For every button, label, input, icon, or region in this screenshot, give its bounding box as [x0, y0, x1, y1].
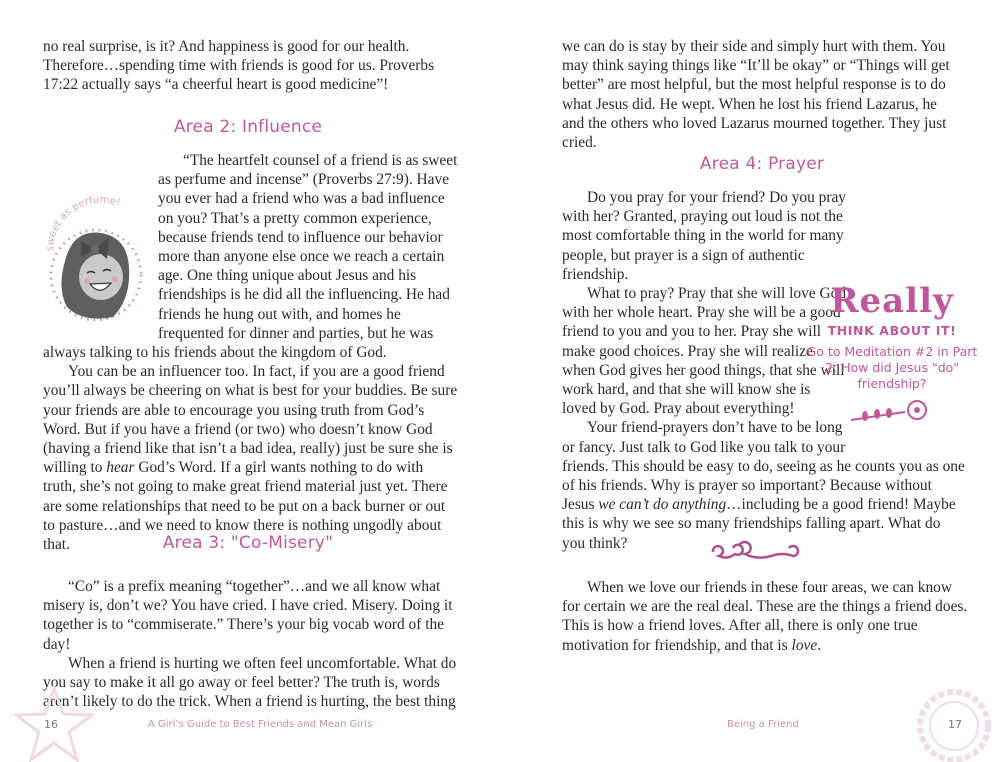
heading-area-2: Area 2: Influence — [173, 117, 323, 137]
co-misery-section — [43, 577, 463, 711]
heading-area-3: Area 3: "Co-Misery" — [162, 533, 334, 553]
callout-subtitle: THINK ABOUT IT! — [827, 323, 957, 338]
paragraph — [562, 578, 972, 655]
continued-paragraph — [562, 37, 962, 152]
badge-caption: sweet as perfume! — [44, 194, 122, 252]
running-footer: Being a Friend — [727, 719, 799, 730]
paragraph: “Co” is a prefix meaning “together”…and we all know what misery is, don’t we? You have cried. I have cried. Misery. Doing it together is to “commiserate.” There’s your big vocab word of the day! — [43, 578, 453, 653]
page-number: 17 — [948, 718, 962, 731]
text-span: You can be an influencer too. In fact, if you are a good friend you’ll always be cheering on what is best for your buddies. Be sure your friends are able to encourage you using truth from God’s Word. But if you have a friend (or two) who doesn’t know God (having a friend like that isn’t a bad idea, really) just be sure she is willing to — [43, 363, 458, 477]
text-span: …including be a good friend! Maybe this is why we see so many friendships falling apart. What do you think? — [562, 496, 956, 552]
callout-title: Really — [830, 281, 954, 321]
paragraph: no real surprise, is it? And happiness is good for our health. Therefore…spending time with friends is good for us. Proverbs 17:22 actually says “a cheerful heart is good medicine”! — [43, 38, 435, 94]
influence-section — [43, 151, 458, 554]
girl-portrait-icon — [43, 189, 158, 341]
page-number: 16 — [44, 718, 58, 731]
think-about-it-callout — [802, 283, 982, 432]
paragraph — [43, 362, 458, 554]
text-span: God’s Word. If a girl wants nothing to do with truth, she’s not going to make great friend material just yet. There are some relationships that need to be put on a back burner or out to pasture…and we need to know there is nothing ungodly about that. — [43, 459, 448, 554]
badge-illustration — [43, 189, 158, 341]
running-footer: A Girl’s Guide to Best Friends and Mean Girls — [148, 719, 373, 730]
paragraph: What to pray? Pray that she will love God with her whole heart. Pray she will be a good friend to you and you to her. Pray she will make good choices. Pray she will realize when God gives her good things, that she will work hard, and that she will know she is loved by God. Pray about everything! — [562, 285, 847, 418]
paragraph: we can do is stay by their side and simply hurt with them. You may think saying things like “It’ll be okay” or “Things will get better” are most helpful, but the most helpful response is to do what Jesus did. He wept. When he lost his friend Lazarus, he and the others who loved Lazarus mourned together. They just cried. — [562, 38, 950, 152]
swirl-divider-icon — [703, 538, 803, 564]
closing-paragraph — [562, 578, 972, 655]
emphasis: hear — [106, 459, 135, 477]
paragraph: When a friend is hurting we often feel uncomfortable. What do you say to make it all go away or feel better? The truth is, words aren’t likely to do the trick. When a friend is hurting, the best thing — [43, 654, 457, 711]
emphasis: we can’t do anything — [598, 496, 727, 514]
heading-area-4: Area 4: Prayer — [699, 154, 825, 174]
text-span: When we love our friends in these four areas, we can know for certain we are the real deal. These are the things a friend does. This is how a friend loves. After all, there is only one true motivation for friendship, and that is — [562, 579, 968, 654]
text-span: . — [817, 636, 822, 654]
emphasis: love — [791, 636, 818, 654]
intro-paragraph — [43, 37, 453, 95]
text-span: Your friend-prayers don’t have to be long or fancy. Just talk to God like you talk to your friends. This should be easy to do, seeing as he counts you as one of his friends. Why is prayer so important? Because without Jesus — [562, 419, 965, 514]
callout-note: Go to Meditation #2 in Part 2: How did Jesus "do" friendship? — [806, 344, 978, 391]
paragraph: “The heartfelt counsel of a friend is as sweet as perfume and incense” (Proverbs 27:9). Have you ever had a friend who was a bad influence on you? That’s a pretty common experience, because friends tend to influence our behavior more than anyone else once we reach a certain age. One thing unique about Jesus and his friendships is he did all the influencing. He had friends he hung out with, and homes he frequented for dinner and parties, but he was always talking to his friends about the kingdom of God. — [43, 152, 458, 362]
paragraph: Do you pray for your friend? Do you pray with her? Granted, praying out loud is not the most comfortable thing in the world for many people, but prayer is a sign of authentic friendship. — [562, 189, 847, 283]
flower-vine-icon — [847, 398, 937, 428]
